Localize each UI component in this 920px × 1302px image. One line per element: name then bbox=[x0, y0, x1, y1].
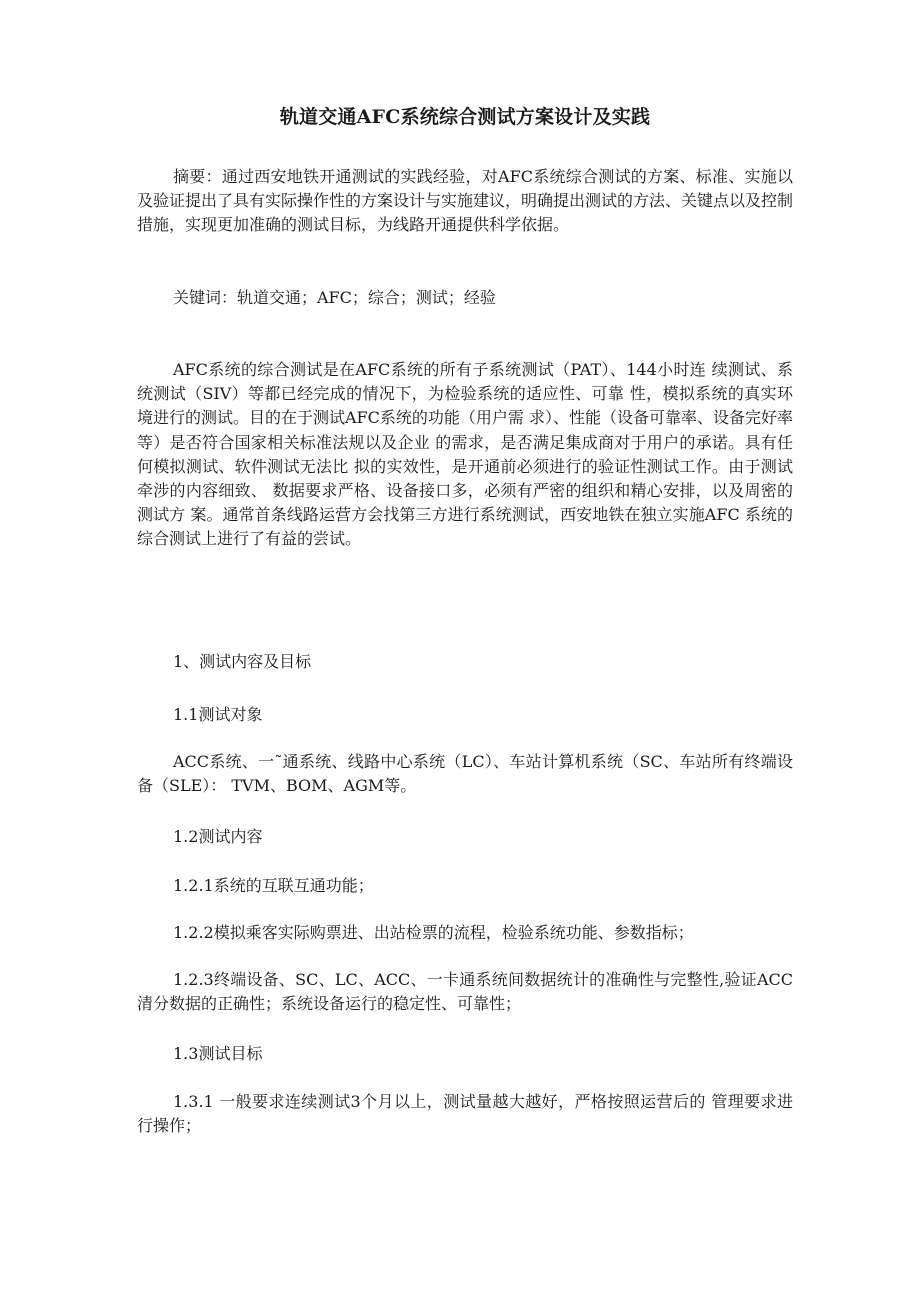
intro-paragraph: AFC系统的综合测试是在AFC系统的所有子系统测试（PAT）、144小时连 续测试、系统测试（SIV）等都已经完成的情况下，为检验系统的适应性、可靠 性，模拟系统的真实环境进行的测试。目的在于测试AFC系统的功能（用户需 求）、性能（设备可靠率、设备完好率等）是否符合国家相关标准法规以及企业 的需求，是否满足集成商对于用户的承诺。具有任何模拟测试、软件测试无法比 拟的实效性，是开通前必须进行的验证性测试工作。由于测试牵涉的内容细致、 数据要求严格、设备接口多，必须有严密的组织和精心安排，以及周密的测试方 案。通常首条线路运营方会找第三方进行系统测试，西安地铁在独立实施AFC 系统的综合测试上进行了有益的尝试。 bbox=[137, 360, 793, 549]
abstract-paragraph: 摘要：通过西安地铁开通测试的实践经验，对AFC系统综合测试的方案、标准、实施以及验证提出了具有实际操作性的方案设计与实施建议，明确提出测试的方法、关键点以及控制措施，实现更加准确的测试目标，为线路开通提供科学依据。 bbox=[137, 167, 794, 235]
section-1-2-1-item: 1.2.1系统的互联互通功能； bbox=[173, 876, 374, 895]
section-1-1-body: ACC系统、一˜通系统、线路中心系统（LC）、车站计算机系统（SC、车站所有终端设备（SLE）： TVM、BOM、AGM等。 bbox=[137, 752, 793, 796]
section-1-heading: 1、测试内容及目标 bbox=[173, 652, 312, 671]
section-1-2-heading: 1.2测试内容 bbox=[173, 827, 263, 846]
section-1-3-heading: 1.3测试目标 bbox=[173, 1044, 263, 1063]
keywords-line: 关键词：轨道交通；AFC；综合；测试；经验 bbox=[173, 288, 496, 307]
document-title: 轨道交通AFC系统综合测试方案设计及实践 bbox=[279, 106, 651, 128]
section-1-3-1-item: 1.3.1 一般要求连续测试3个月以上，测试量越大越好，严格按照运营后的 管理要求进行操作； bbox=[137, 1092, 793, 1136]
section-1-2-2-item: 1.2.2模拟乘客实际购票进、出站检票的流程，检验系统功能、参数指标； bbox=[173, 923, 694, 942]
section-1-1-heading: 1.1测试对象 bbox=[173, 705, 263, 724]
section-1-2-3-item: 1.2.3终端设备、SC、LC、ACC、一卡通系统间数据统计的准确性与完整性,验证ACC清分数据的正确性；系统设备运行的稳定性、可靠性； bbox=[137, 970, 793, 1014]
